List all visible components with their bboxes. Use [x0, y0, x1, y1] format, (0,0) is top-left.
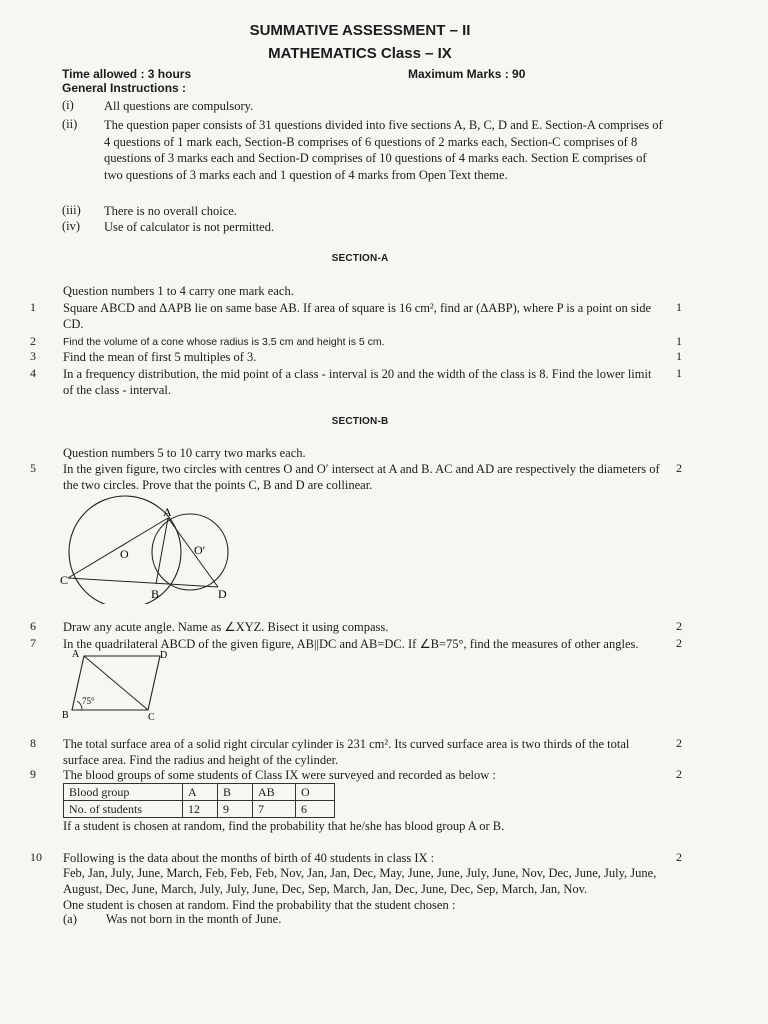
question-marks: 1 [676, 349, 682, 363]
instruction-text: There is no overall choice. [104, 204, 237, 218]
question-text: Square ABCD and ΔAPB lie on same base AB. If area of square is 16 cm², find ar (ΔABP), where P is a point on side CD. [63, 301, 652, 331]
question-marks: 1 [676, 300, 682, 314]
table-cell: 6 [296, 801, 335, 818]
section-a-intro: Question numbers 1 to 4 carry one mark each. [63, 284, 294, 298]
question-marks: 2 [676, 619, 682, 633]
question-marks: 2 [676, 636, 682, 650]
question-number: 4 [30, 366, 36, 380]
circle-o-prime [152, 514, 228, 590]
table-cell: O [296, 784, 335, 801]
label-d: D [218, 587, 227, 601]
line-cd [68, 578, 218, 587]
question-marks: 2 [676, 767, 682, 781]
section-b-title: SECTION-B [331, 416, 389, 427]
question-marks: 2 [676, 736, 682, 750]
label-a: A [163, 505, 172, 519]
question-text: In the quadrilateral ABCD of the given figure, AB||DC and AB=DC. If ∠B=75°, find the measures of other angles. [63, 637, 639, 651]
section-b-intro: Question numbers 5 to 10 carry two marks each. [63, 446, 306, 460]
question-marks: 1 [676, 366, 682, 380]
question-text: Find the volume of a cone whose radius is 3.5 cm and height is 5 cm. [63, 336, 385, 348]
question-number: 1 [30, 300, 36, 314]
label-o: O [120, 547, 129, 561]
question-marks: 2 [676, 461, 682, 475]
instruction-num: (iii) [62, 203, 81, 217]
label-c: C [60, 573, 69, 587]
table-cell: Blood group [64, 784, 183, 801]
label-a: A [72, 649, 80, 660]
label-b: B [62, 710, 69, 721]
label-o-prime: O′ [194, 543, 206, 557]
time-allowed: Time allowed : 3 hours [62, 67, 192, 81]
two-circles-figure [58, 492, 248, 604]
question-text: Following is the data about the months of birth of 40 students in class IX : [63, 851, 435, 865]
question-number: 3 [30, 349, 36, 363]
instruction-num: (ii) [62, 117, 78, 131]
instruction-num: (iv) [62, 219, 81, 233]
question-text: Draw any acute angle. Name as ∠XYZ. Bisect it using compass. [63, 620, 389, 634]
question-marks: 1 [676, 334, 682, 348]
maximum-marks: Maximum Marks : 90 [408, 67, 526, 81]
paper-title: SUMMATIVE ASSESSMENT – II [249, 22, 471, 39]
table-row [64, 784, 335, 801]
question-number: 8 [30, 736, 36, 750]
question-followup: One student is chosen at random. Find the probability that the student chosen : [63, 898, 456, 912]
table-cell: A [183, 784, 218, 801]
line-ab [156, 518, 168, 584]
question-text: In a frequency distribution, the mid point of a class - interval is 20 and the width of the class is 8. Find the lower limit of the class - interval. [63, 367, 652, 397]
question-number: 6 [30, 619, 36, 633]
table-row [64, 801, 335, 818]
question-number: 9 [30, 767, 36, 781]
instruction-text: The question paper consists of 31 questions divided into five sections A, B, C, D and E. Section-A comprises of 4 questions of 1 mark each, Section-B comprises of 6 questions of 2 marks each, Section-C comprises of 8 questions of 3 marks each and Section-D comprises of 10 questions of 4 marks each. Section E comprises of two questions of 3 marks each and 1 question of 4 marks from Open Text theme. [104, 118, 663, 182]
question-number: 5 [30, 461, 36, 475]
part-label: (a) [63, 912, 77, 926]
months-data: Feb, Jan, July, June, March, Feb, Feb, Feb, Nov, Jan, Jan, Dec, May, June, June, July, June, Nov, Dec, June, July, June, August, Dec, June, March, July, July, June, Dec, Sep, March, Jan, Dec, June, Dec, Sep, March, Jan, Nov. [63, 866, 657, 896]
table-cell: 9 [218, 801, 253, 818]
instruction-text: All questions are compulsory. [104, 99, 254, 113]
question-text: Find the mean of first 5 multiples of 3. [63, 350, 257, 364]
table-cell: 7 [253, 801, 296, 818]
blood-group-table [63, 783, 335, 818]
general-instructions-heading: General Instructions : [62, 81, 187, 95]
instruction-num: (i) [62, 98, 74, 112]
question-text: The total surface area of a solid right circular cylinder is 231 cm². Its curved surface area is two thirds of the total surface area. Find the radius and height of the cylinder. [63, 737, 630, 767]
table-cell: AB [253, 784, 296, 801]
label-c: C [148, 712, 155, 722]
paper-subtitle: MATHEMATICS Class – IX [268, 45, 452, 62]
label-b: B [151, 587, 160, 601]
question-number: 2 [30, 334, 36, 348]
part-text: Was not born in the month of June. [106, 912, 282, 926]
table-cell: No. of students [64, 801, 183, 818]
instruction-text: Use of calculator is not permitted. [104, 220, 275, 234]
table-cell: B [218, 784, 253, 801]
question-marks: 2 [676, 850, 682, 864]
parallelogram-figure [60, 648, 170, 722]
angle-label: 75° [82, 696, 95, 706]
question-followup: If a student is chosen at random, find the probability that he/she has blood group A or B. [63, 819, 505, 833]
label-d: D [160, 650, 168, 661]
question-number: 7 [30, 636, 36, 650]
question-text: In the given figure, two circles with centres O and O′ intersect at A and B. AC and AD are respectively the diameters of the two circles. Prove that the points C, B and D are collinear. [63, 462, 660, 492]
question-number: 10 [30, 850, 42, 864]
section-a-title: SECTION-A [331, 253, 389, 264]
question-text: The blood groups of some students of Class IX were surveyed and recorded as below : [63, 768, 496, 782]
diameter-ac [68, 518, 168, 578]
table-cell: 12 [183, 801, 218, 818]
